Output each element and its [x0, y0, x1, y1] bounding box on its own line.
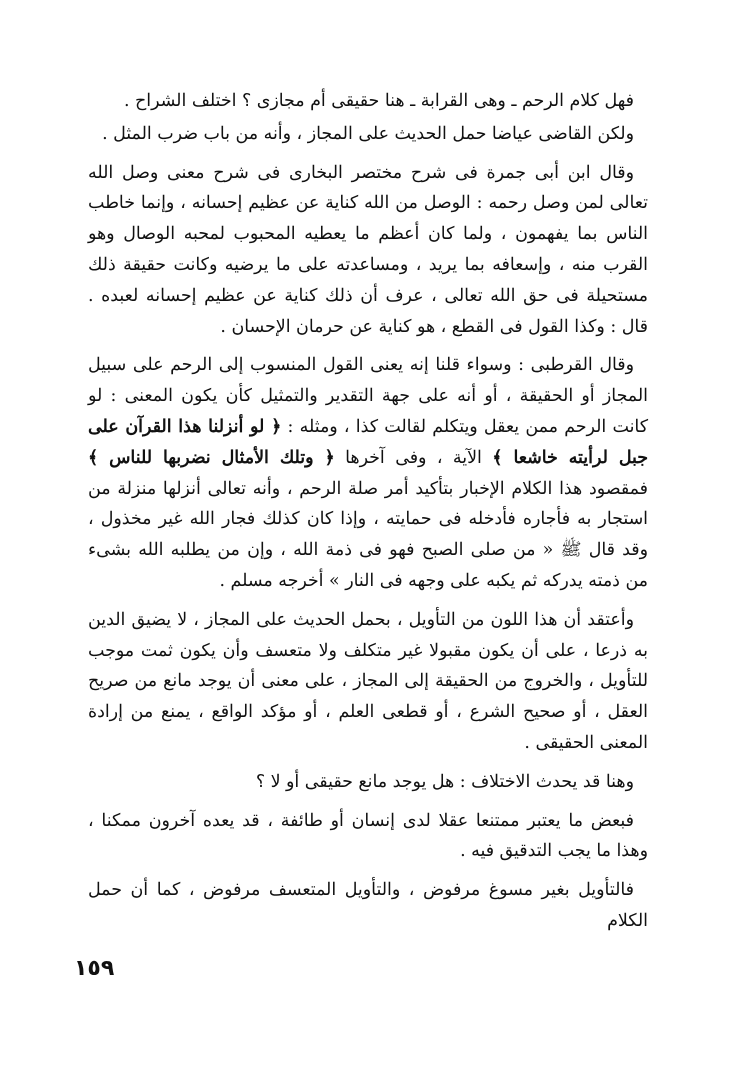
paragraph-4-text-middle: الآية ، وفى آخرها: [334, 447, 493, 468]
paragraph-1: فهل كلام الرحم ـ وهى القرابة ـ هنا حقيقى أم مجازى ؟ اختلف الشراح .: [123, 91, 634, 111]
paragraph-4: [88, 350, 648, 596]
paragraph-3: وقال ابن أبى جمرة فى شرح مختصر البخارى فى شرح معنى وصل الله تعالى لمن وصل رحمه : الوصل من الله كناية عن عظيم إحسانه ، وإنما خاطب الناس بما يفهمون ، ولما كان أعظم ما يعطيه المحبوب لمحبه الوصال وهو القرب منه ، وإسعافه بما يريد ، ومساعدته على ما يرضيه وكانت حقيقة ذلك مستحيلة فى حق الله تعالى ، عرف أن ذلك كناية عن عظيم إحسانه لعبده . قال : وكذا القول فى القطع ، هو كناية عن حرمان الإحسان .: [88, 162, 648, 337]
paragraph-8: فالتأويل بغير مسوغ مرفوض ، والتأويل المتعسف مرفوض ، كما أن حمل الكلام: [88, 880, 648, 931]
paragraph-4-text-before: وقال القرطبى : وسواء قلنا إنه يعنى القول المنسوب إلى الرحم على سبيل المجاز أو الحقيقة ، أو أنه على جهة التقدير والتمثيل كأن يكون المعنى : لو كانت الرحم ممن يعقل ويتكلم لقالت كذا ، ومثله :: [88, 355, 649, 437]
paragraph-4-text-after: فمقصود هذا الكلام الإخبار بتأكيد أمر صلة الرحم ، وأنه تعالى أنزلها منزلة من استجار به فأجاره فأدخله فى حمايته ، وإذا كان كذلك فجار الله غير مخذول ، وقد قال ﷺ « من صلى الصبح فهو فى ذمة الله ، وإن من يطلبه الله بشىء من ذمته يدركه ثم يكبه على وجهه فى النار » أخرجه مسلم .: [88, 478, 648, 591]
quran-quote-2: ﴿ وتلك الأمثال نضربها للناس ﴾: [88, 447, 335, 468]
paragraph-7: فبعض ما يعتبر ممتنعا عقلا لدى إنسان أو طائفة ، قد يعده آخرون ممكنا ، وهذا ما يجب التدقيق فيه .: [88, 810, 648, 862]
page-number: ١٥٩: [74, 956, 115, 981]
paragraph-5: وأعتقد أن هذا اللون من التأويل ، بحمل الحديث على المجاز ، لا يضيق الدين به ذرعا ، على أن يكون مقبولا غير متكلف ولا متعسف وأن يكون ثمت موجب للتأويل ، والخروج من الحقيقة إلى المجاز ، على معنى أن يوجد مانع من صريح العقل ، أو صحيح الشرع ، أو قطعى العلم ، أو مؤكد الواقع ، يمنع من إرادة المعنى الحقيقى .: [88, 609, 648, 753]
quran-quote-1: ﴿ لو أنزلنا هذا القرآن على جبل لرأيته خاشعا ﴾: [88, 416, 649, 468]
paragraph-2: ولكن القاضى عياضا حمل الحديث على المجاز ، وأنه من باب ضرب المثل .: [102, 123, 634, 144]
paragraph-6: وهنا قد يحدث الاختلاف : هل يوجد مانع حقيقى أو لا ؟: [255, 771, 634, 792]
page-text-body: [88, 86, 648, 945]
